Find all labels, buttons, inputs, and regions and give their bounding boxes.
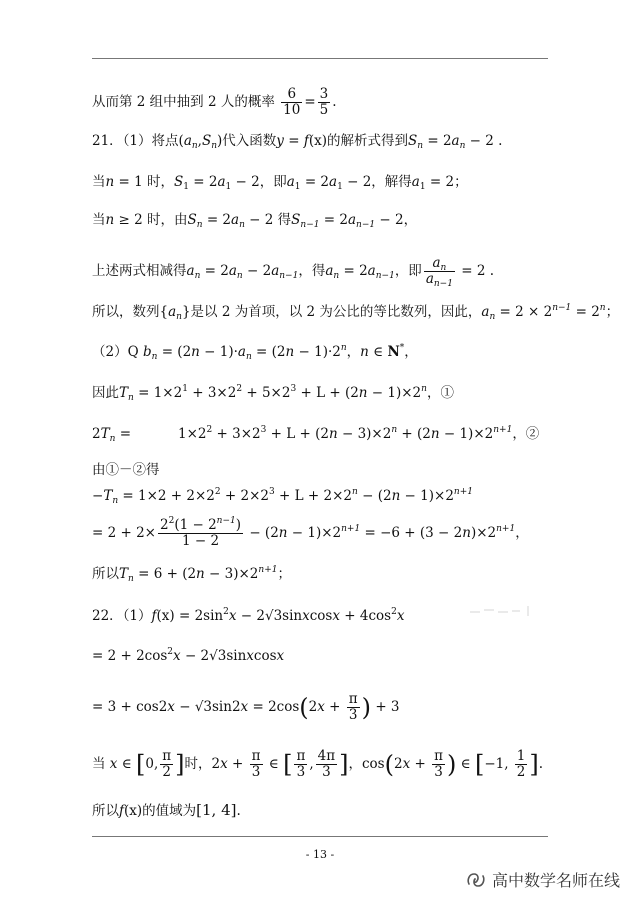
fraction: $\frac{\pi}{3}$ [434,748,443,780]
line-prob: 从而第 2 组中抽到 2 人的概率 $\frac{6}{10}$ = $\frac{3}{5}$ . [92,86,337,118]
fraction: $\frac{4\pi}{3}$ [317,748,336,780]
problem-21-part1: 21．（1）将点$(a_n,S_n)$代入函数y = f(x)的解析式得到$S_n = 2a_n - 2$ . [92,133,503,151]
line-2Tn: $2T_n$ = $1\times 2^2 + 3\times 2^3 + L + (2n - 3)\times 2^n + (2n - 1)\times 2^{n+1}$，② [92,425,540,444]
line-Tn: 因此$T_n = 1\times 2^1 + 3\times 2^2 + 5\times 2^3 + L + (2n - 1)\times 2^n$，① [92,384,454,403]
watermark-text: 高中数学名师在线 [492,871,621,890]
top-rule [92,58,548,59]
fraction: $\frac{\pi}{2}$ [162,748,172,780]
text: 从而第 2 组中抽到 2 人的概率 [92,94,275,110]
fraction: $\frac{2^2(1 - 2^{n-1})}{1 - 2}$ [160,516,242,549]
line-subtract: 上述两式相减得$a_n = 2a_n - 2a_{n-1}$，得$a_n = 2a_{n-1}$，即 $\frac{a_n}{a_{n-1}}$ = 2 . [92,255,495,289]
fraction: $\frac{\pi}{3}$ [348,691,358,723]
wechat-channel-icon [466,871,486,893]
line-geometric: 所以，数列$\{a_n\}$是以 2 为首项，以 2 为公比的等比数列，因此，$a_n = 2 \times 2^{n-1} = 2^n$； [92,303,620,322]
line-neg-Tn: $-T_n = 1\times 2 + 2\times 2^2 + 2\times 2^3 + L + 2\times 2^n - (2n - 1)\times 2^{n+1}$ [92,487,473,506]
line-value-range: 所以f(x)的值域为[1, 4]. [92,801,241,819]
fraction: $\frac{1}{2}$ [516,748,526,780]
fraction: $\frac{3}{5}$ [319,86,329,118]
fraction: $\frac{6}{10}$ [283,86,301,118]
problem-21-part2: （2）Q $b_n = (2n - 1)\cdot a_n = (2n - 1)\cdot 2^n$，n ∈ N*， [92,343,418,362]
line-f-step1: = $2 + 2\cos^2x$ − 2√3sinxcosx [92,647,285,664]
fraction: $\frac{\pi}{3}$ [251,748,261,780]
line-Tn-final: 所以$T_n = 6 + (2n - 3)\times 2^{n+1}$； [92,565,291,584]
line-sum-result: = 2 + 2× $\frac{2^2(1 - 2^{n-1})}{1 - 2}$ − $(2n - 1)\times 2^{n+1} = -6 + (3 - 2n)\times 2^{n+1}$， [92,516,529,549]
line-n-ge-2: 当n ≥ 2 时，由$S_n = 2a_n - 2$ 得$S_{n-1} = 2a_{n-1} - 2$， [92,212,418,230]
fraction: $\frac{a_n}{a_{n-1}}$ [425,255,453,289]
line-f-step2: = 3 + cos2x − √3sin2x = 2cos(2x + $\frac{\pi}{3}$ ) + 3 [92,691,400,723]
watermark [466,868,620,893]
page-number: - 13 - [305,848,335,861]
problem-number: 22． [92,608,123,624]
line-range: 当 x ∈ [0, $\frac{\pi}{2}$ ]时，2x + $\frac{\pi}{3}$ ∈ [ $\frac{\pi}{3}$ , $\frac{4\pi}{3}$ ]，cos(2x + $\frac{\pi}{3}$ ) ∈ [−1, $\frac{1}{2}$ ]. [92,748,544,780]
problem-number: 21． [92,133,123,149]
scan-artifact [468,604,532,618]
problem-22-part1: 22．$(1)f(x) = 2\sin^2x$ − 2√3sinxcosx + $4\cos^2x$ [92,607,405,624]
bottom-rule [92,836,548,837]
line-subtract-label: 由①－②得 [92,462,160,478]
line-n-eq-1: 当n = 1 时，$S_1 = 2a_1 - 2$，即$a_1 = 2a_1 - 2$，解得$a_1 = 2$； [92,174,468,192]
fraction: $\frac{\pi}{3}$ [296,748,306,780]
